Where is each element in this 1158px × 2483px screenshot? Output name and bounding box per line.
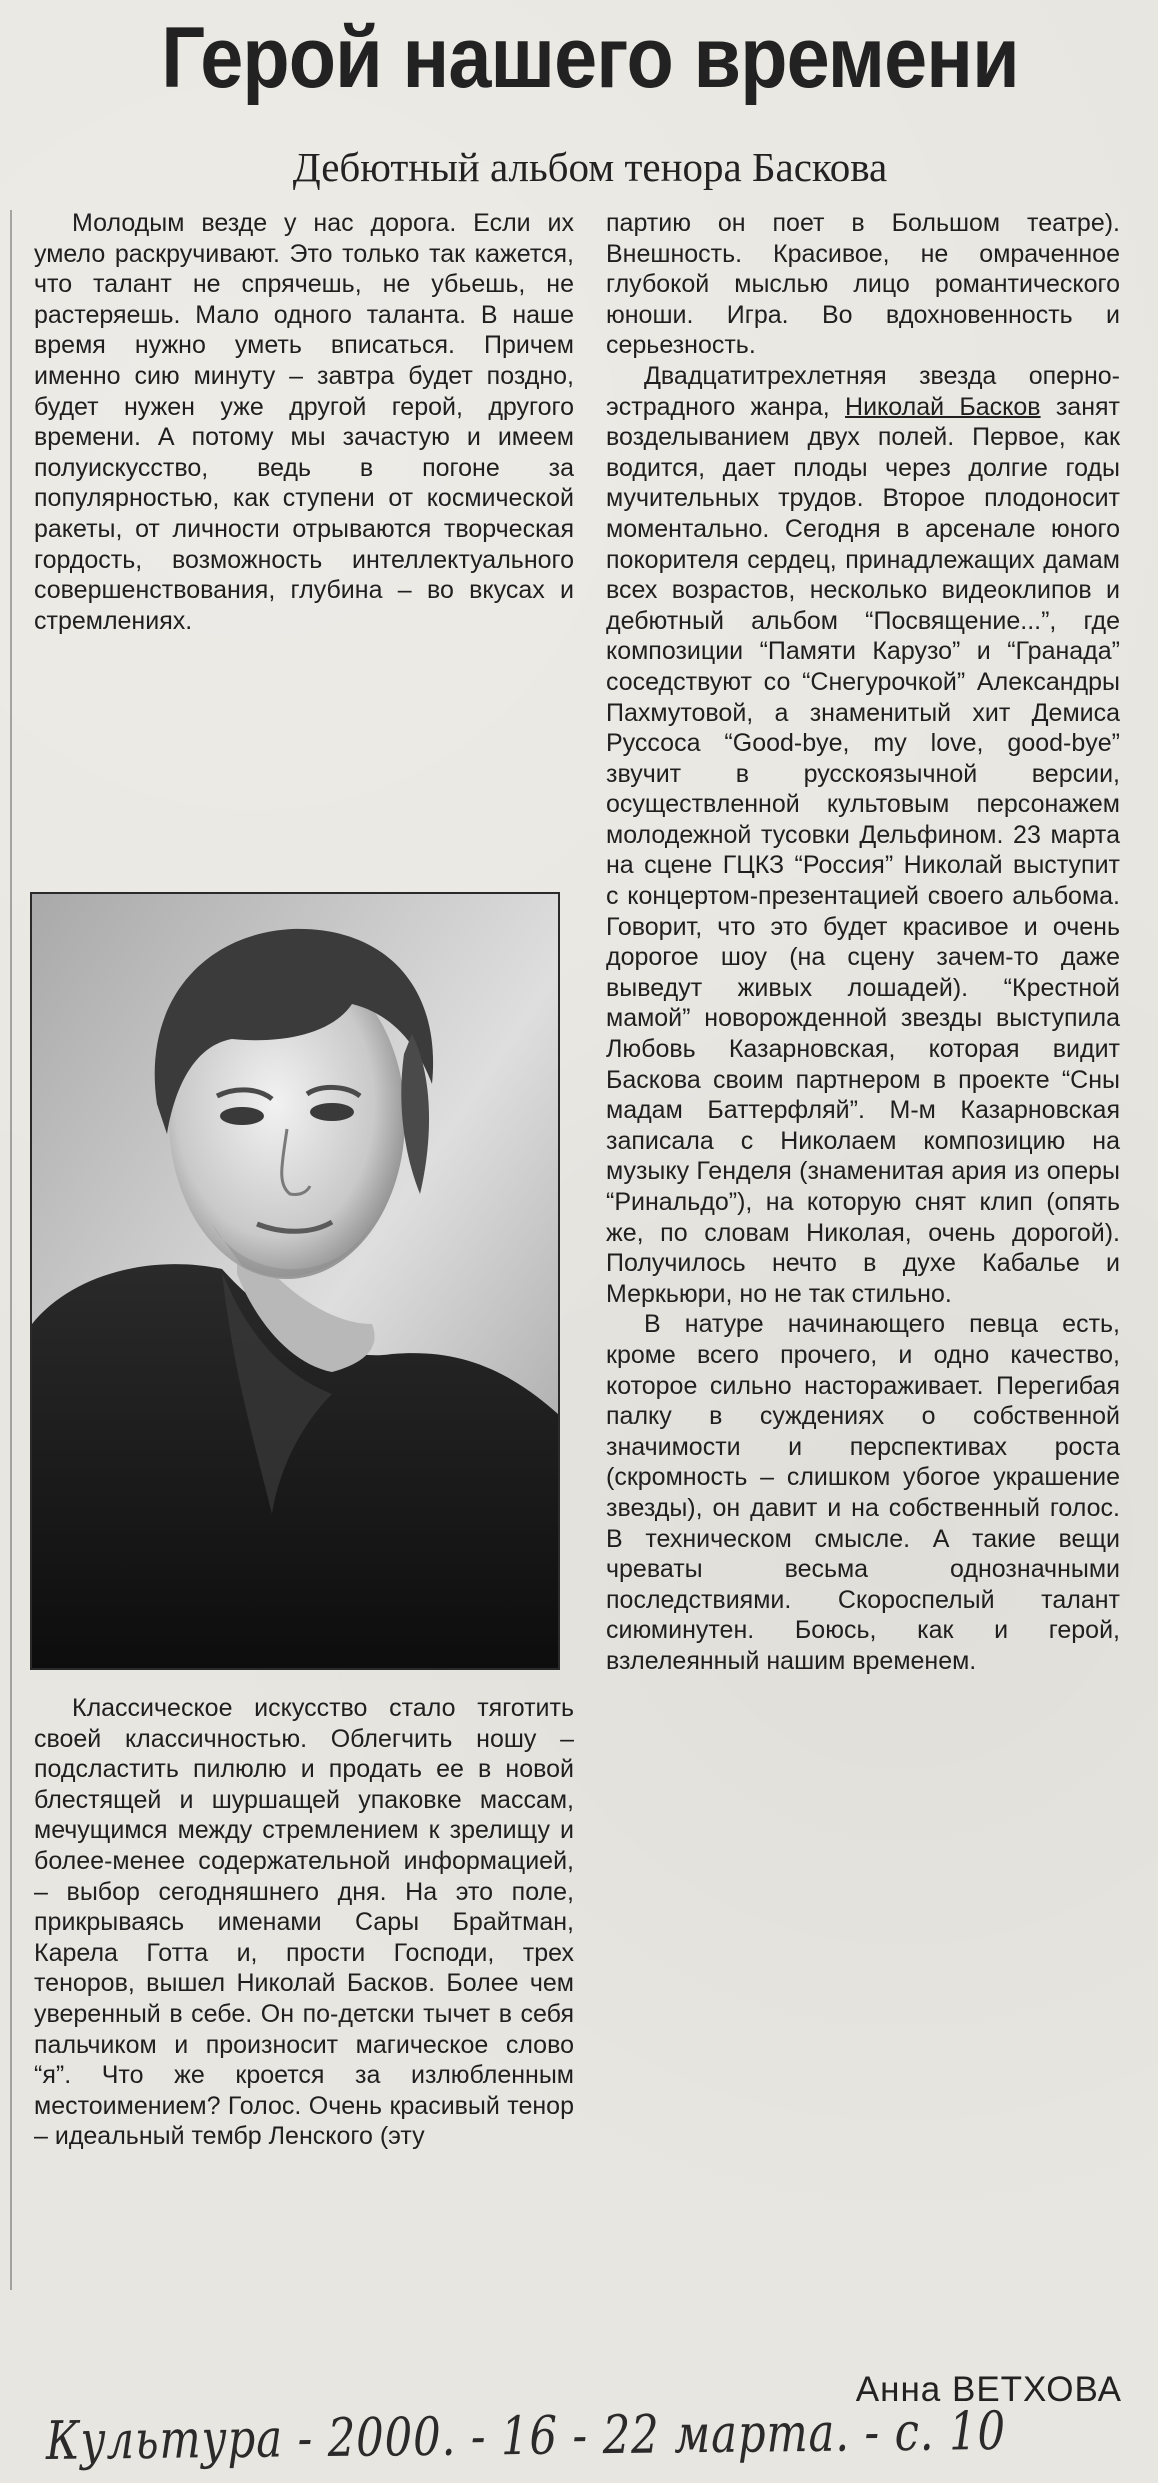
career-text-start: Двадцатитрехлетняя звезда оперно-эстрадного жанра,	[606, 361, 1120, 421]
author-byline: Анна ВЕТХОВА	[855, 2370, 1122, 2409]
left-column-top	[34, 208, 574, 636]
intro-paragraph: Молодым везде у нас дорога. Если их умело раскручивают. Это только так кажется, что талант не спрячешь, не убьешь, не растеряешь. Мало одного таланта. В наше время нужно уметь вписаться. Причем именно сию минуту – завтра будет поздно, будет нужен уже другой герой, другого времени. А потому мы зачастую и имеем полуискусство, ведь в погоне за популярностью, как ступени от космической ракеты, от личности отрываются творческая гордость, возможность интеллектуального совершенствования, глубина – во вкусах и стремлениях.	[34, 209, 574, 635]
column-rule	[10, 210, 12, 2290]
subheadline: Дебютный альбом тенора Баскова	[292, 144, 888, 190]
closing-paragraph: В натуре начинающего певца есть, кроме всего прочего, и одно качество, которое сильно настораживает. Перегибая палку в суждениях о собственной значимости и перспективах роста (скромность – слишком убогое украшение звезды), он давит и на собственный голос. В техническом смысле. А такие вещи чреваты весьма однозначными последствиями. Скороспелый талант сиюминутен. Боюсь, как и герой, взлелеянный нашим временем.	[606, 1310, 1120, 1675]
right-column	[606, 208, 1120, 1677]
underlined-name: Николай Басков	[845, 392, 1041, 421]
continuation-paragraph: партию он поет в Большом театре). Внешность. Красивое, не омраченное глубокой мыслью лицо романтического юноши. Игра. Во вдохновенность и серьезность.	[606, 209, 1120, 360]
career-paragraph	[606, 361, 1120, 1309]
classical-art-paragraph: Классическое искусство стало тяготить своей классичностью. Облегчить ношу – подсластить пилюлю и продать ее в новой блестящей и шуршащей упаковке массам, мечущимся между стремлением к зрелищу и более-менее содержательной информацией, – выбор сегодняшнего дня. На это поле, прикрываясь именами Сары Брайтман, Карела Готта и, прости Господи, трех теноров, вышел Николай Басков. Более чем уверенный в себе. Он по-детски тычет в себя пальчиком и произносит магическое слово “я”. Что же кроется за излюбленным местоимением? Голос. Очень красивый тенор – идеальный тембр Ленского (эту	[34, 1694, 574, 2151]
left-column-bottom	[34, 1693, 574, 2152]
headline: Герой нашего времени	[161, 10, 1019, 106]
portrait-image	[32, 894, 558, 1668]
career-text-rest: занят возделыванием двух полей. Первое, как водится, дает плоды через долгие годы мучительных трудов. Второе плодоносит моментально. Сегодня в арсенале юного покорителя сердец, принадлежащих дамам всех возрастов, несколько видеоклипов и дебютный альбом “Посвящение...”, где композиции “Памяти Карузо” и “Гранада” соседствуют со “Снегурочкой” Александры Пахмутовой, а знаменитый хит Демиса Руссоса “Good-bye, my love, good-bye” звучит в русскоязычной версии, осуществленной культовым персонажем молодежной тусовки Дельфином. 23 марта на сцене ГЦКЗ “Россия” Николай выступит с концертом-презентацией своего альбома. Говорит, что это будет красивое и очень дорогое шоу (на сцену зачем-то даже выведут живых лошадей). “Крестной мамой” новорожденной звезды выступила Любовь Казарновская, которая видит Баскова своим партнером в проекте “Сны мадам Баттерфляй”. М-м Казарновская записала с Николаем композицию на музыку Генделя (знаменитая ария из оперы “Ринальдо”), на которую снят клип (опять же, по словам Николая, очень дорогой). Получилось нечто в духе Кабалье и Меркьюри, но не так стильно.	[606, 392, 1121, 1308]
handwritten-source-note: Культура - 2000. - 16 - 22 марта. - с. 10	[45, 2400, 1007, 2472]
portrait-photo	[30, 892, 560, 1670]
